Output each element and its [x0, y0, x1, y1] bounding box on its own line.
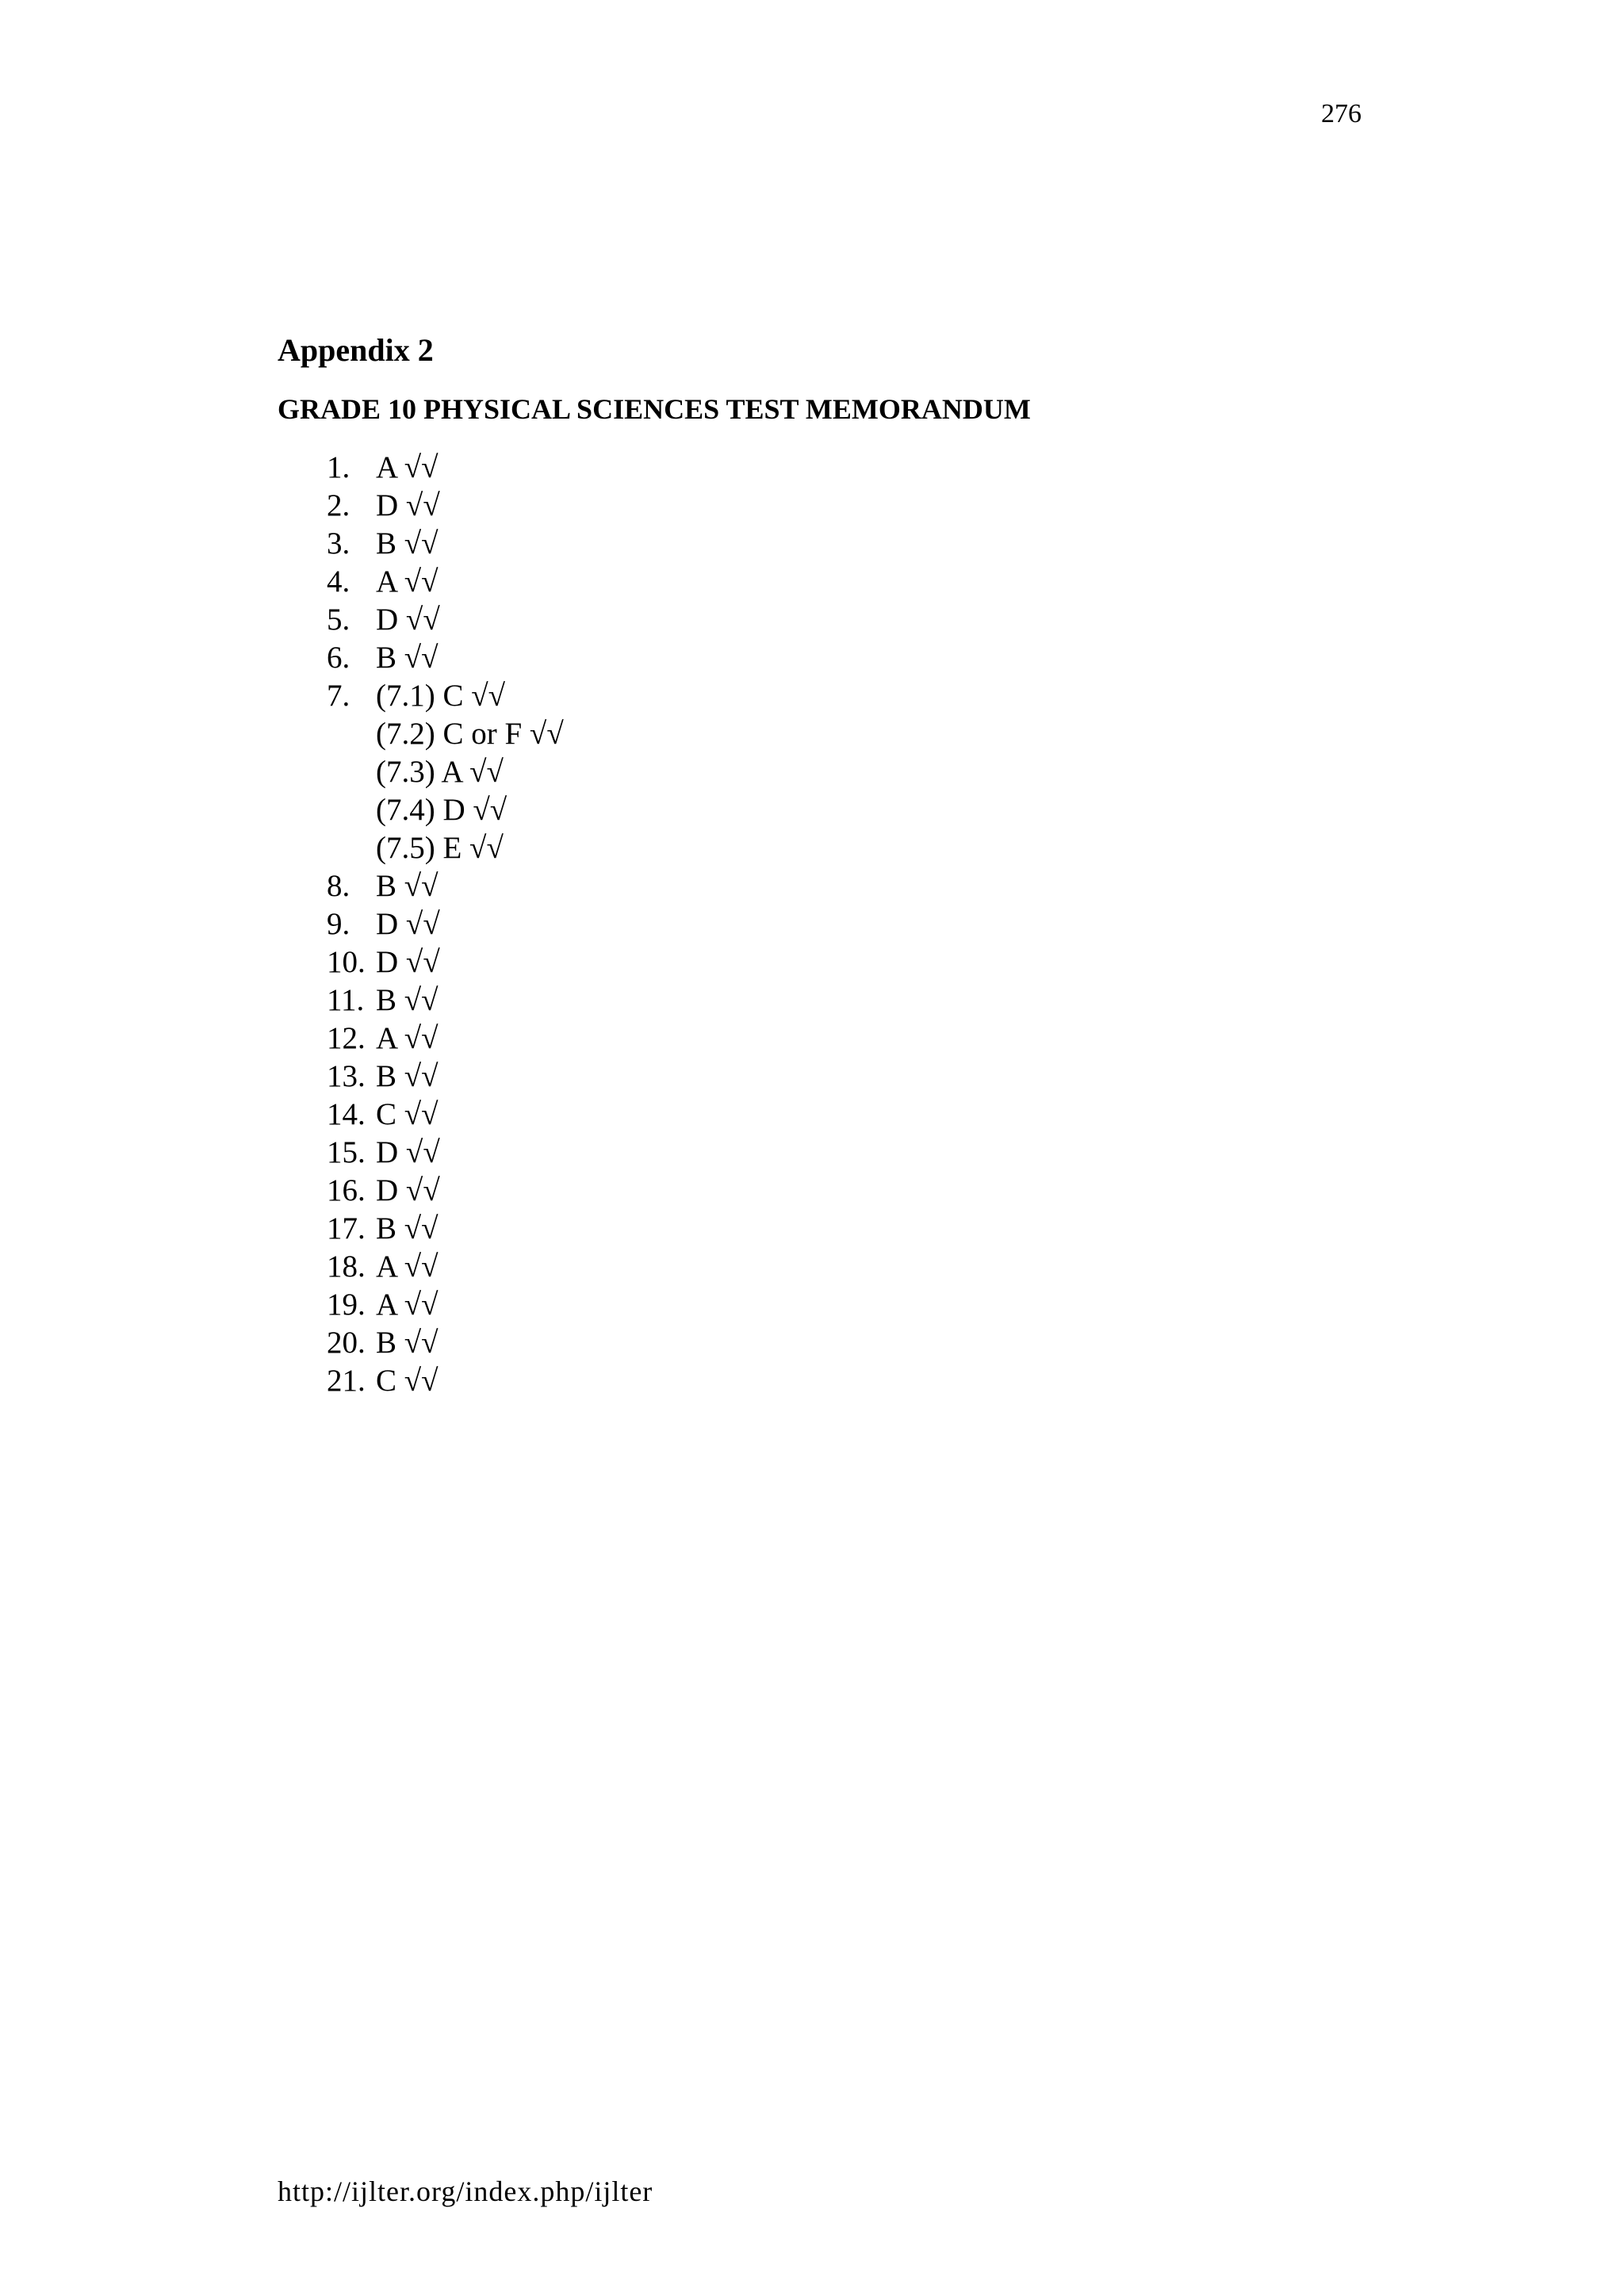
answer-text: B √√: [376, 1211, 439, 1246]
answer-number: 20.: [327, 1326, 366, 1360]
answer-item: [327, 867, 564, 905]
answer-text: (7.4) D √√: [376, 793, 508, 827]
answer-subitem: [327, 753, 564, 791]
answer-item: [327, 639, 564, 677]
answer-number: 6.: [327, 641, 350, 675]
answer-number: 18.: [327, 1249, 366, 1284]
answer-item: [327, 563, 564, 601]
answer-number: 19.: [327, 1288, 366, 1322]
answer-text: D √√: [376, 945, 440, 979]
answer-text: A √√: [376, 1021, 439, 1055]
answer-item: [327, 1020, 564, 1058]
answer-number: 14.: [327, 1097, 366, 1131]
memo-heading: GRADE 10 PHYSICAL SCIENCES TEST MEMORANDUM: [278, 393, 1031, 425]
answer-text: (7.1) C √√: [376, 679, 506, 713]
answer-number: [327, 715, 376, 753]
answer-subitem: [327, 829, 564, 867]
answer-item: [327, 449, 564, 487]
answer-item: [327, 1058, 564, 1096]
answer-number: 13.: [327, 1059, 366, 1093]
answer-text: (7.2) C or F √√: [376, 717, 564, 751]
answer-text: B √√: [376, 1326, 439, 1360]
answer-number: 5.: [327, 603, 350, 637]
answer-text: D √√: [376, 907, 440, 941]
answer-text: B √√: [376, 983, 439, 1017]
answer-number: 21.: [327, 1364, 366, 1398]
answer-item: [327, 525, 564, 563]
answer-item: [327, 943, 564, 982]
answer-number: 8.: [327, 869, 350, 903]
answer-item: [327, 1286, 564, 1324]
answer-text: (7.3) A √√: [376, 755, 504, 789]
answer-item: [327, 487, 564, 525]
answer-item: [327, 677, 564, 715]
answer-number: [327, 753, 376, 791]
footer-url: http://ijlter.org/index.php/ijlter: [278, 2175, 653, 2207]
answer-number: 1.: [327, 450, 350, 484]
answer-text: D √√: [376, 1135, 440, 1169]
answer-item: [327, 1210, 564, 1248]
answer-item: [327, 905, 564, 943]
answer-item: [327, 1172, 564, 1210]
answer-text: D √√: [376, 603, 440, 637]
answer-list: [327, 449, 564, 1400]
answer-number: 7.: [327, 679, 350, 713]
answer-text: C √√: [376, 1097, 439, 1131]
answer-item: [327, 601, 564, 639]
answer-item: [327, 1134, 564, 1172]
answer-text: B √√: [376, 1059, 439, 1093]
answer-text: A √√: [376, 564, 439, 599]
answer-text: (7.5) E √√: [376, 831, 504, 865]
answer-text: D √√: [376, 488, 440, 522]
answer-item: [327, 1096, 564, 1134]
answer-number: 2.: [327, 488, 350, 522]
answer-text: C √√: [376, 1364, 439, 1398]
answer-item: [327, 1324, 564, 1362]
answer-text: B √√: [376, 869, 439, 903]
appendix-title: Appendix 2: [278, 332, 434, 368]
answer-subitem: [327, 715, 564, 753]
answer-number: 11.: [327, 983, 365, 1017]
answer-item: [327, 1362, 564, 1400]
answer-number: 4.: [327, 564, 350, 599]
answer-number: 3.: [327, 526, 350, 561]
answer-text: A √√: [376, 450, 439, 484]
answer-text: A √√: [376, 1288, 439, 1322]
answer-item: [327, 1248, 564, 1286]
answer-number: [327, 791, 376, 829]
answer-number: [327, 829, 376, 867]
page-number: 276: [1321, 99, 1362, 128]
answer-text: A √√: [376, 1249, 439, 1284]
answer-number: 15.: [327, 1135, 366, 1169]
answer-text: D √√: [376, 1173, 440, 1207]
answer-text: B √√: [376, 526, 439, 561]
answer-number: 12.: [327, 1021, 366, 1055]
answer-number: 17.: [327, 1211, 366, 1246]
answer-number: 9.: [327, 907, 350, 941]
answer-subitem: [327, 791, 564, 829]
answer-item: [327, 982, 564, 1020]
answer-number: 16.: [327, 1173, 366, 1207]
answer-number: 10.: [327, 945, 366, 979]
answer-text: B √√: [376, 641, 439, 675]
